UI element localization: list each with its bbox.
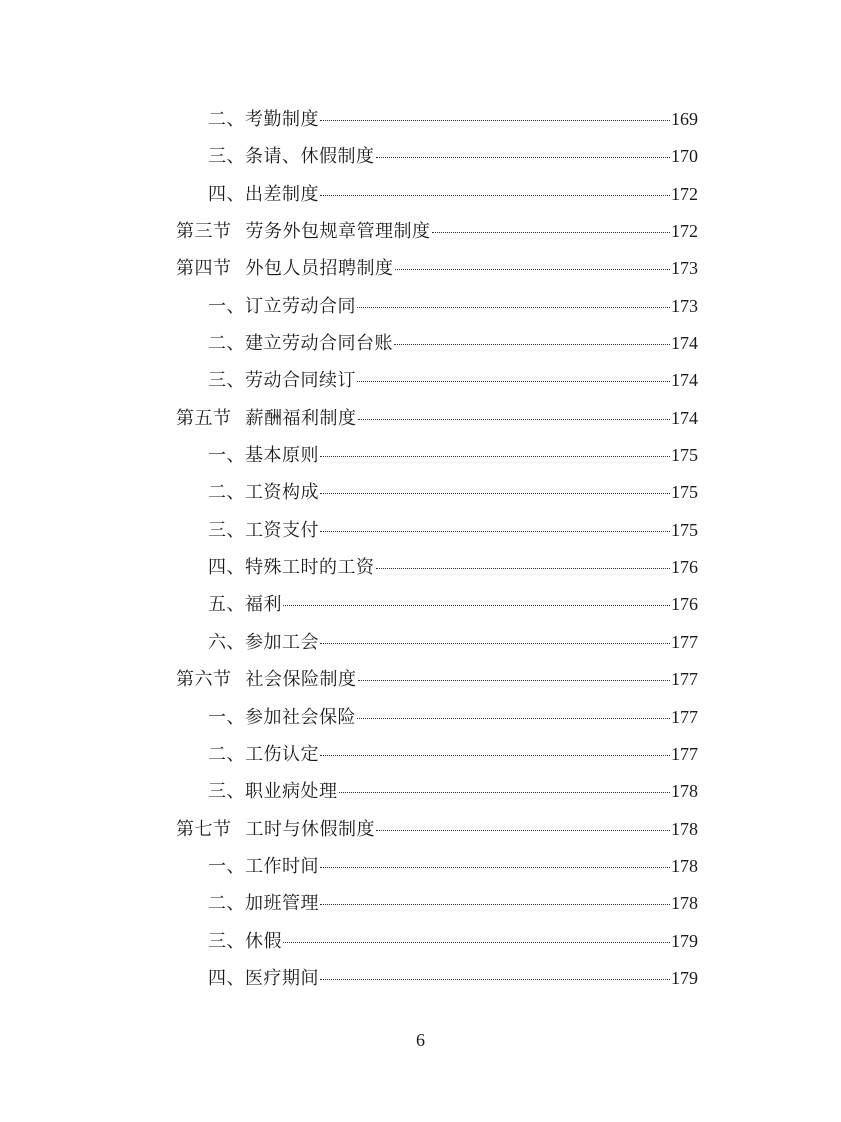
dot-leader <box>320 903 670 905</box>
dot-leader <box>320 530 670 532</box>
dot-leader <box>357 306 670 308</box>
toc-section-number: 第七节 <box>176 818 232 840</box>
toc-section-number: 第四节 <box>176 258 232 280</box>
toc-entry[interactable] <box>176 325 698 362</box>
dot-leader <box>320 492 670 494</box>
toc-section-title: 外包人员招聘制度 <box>245 258 394 280</box>
dot-leader <box>320 866 670 868</box>
toc-entry-page: 177 <box>671 631 698 652</box>
toc-entry-title: 二、建立劳动合同台账 <box>208 333 393 355</box>
dot-leader <box>320 119 670 121</box>
toc-entry-page: 177 <box>671 743 698 764</box>
toc-section-number: 第六节 <box>176 669 232 691</box>
toc-entry-title: 二、考勤制度 <box>208 109 319 130</box>
toc-section-number: 第三节 <box>176 221 232 243</box>
dot-leader <box>283 941 670 943</box>
toc-entry-title: 一、基本原则 <box>208 445 319 467</box>
toc-entry-title: 二、工资构成 <box>208 482 319 504</box>
toc-entry-page: 178 <box>671 818 698 839</box>
toc-section-number: 第五节 <box>176 407 232 429</box>
toc-entry[interactable] <box>176 736 698 773</box>
toc-entry[interactable] <box>176 474 698 511</box>
toc-entry[interactable] <box>176 176 698 213</box>
toc-entry[interactable] <box>176 288 698 325</box>
toc-entry-page: 176 <box>671 594 698 615</box>
toc-entry[interactable] <box>176 848 698 885</box>
toc-entry-page: 178 <box>671 893 698 914</box>
toc-entry-title: 一、参加社会保险 <box>208 706 356 728</box>
dot-leader <box>320 754 670 756</box>
toc-entry-page: 178 <box>671 855 698 876</box>
toc-section-entry[interactable] <box>176 811 698 848</box>
dot-leader <box>320 194 670 196</box>
toc-entry-title: 三、条请、休假制度 <box>208 146 375 168</box>
toc-entry-page: 177 <box>671 706 698 727</box>
toc-entry-title: 一、工作时间 <box>208 855 319 877</box>
toc-entry-title: 三、工资支付 <box>208 519 319 541</box>
toc-entry-page: 176 <box>671 557 698 578</box>
toc-entry[interactable] <box>176 138 698 175</box>
toc-section-title: 社会保险制度 <box>245 669 357 691</box>
dot-leader <box>432 231 671 233</box>
toc-entry-title: 四、特殊工时的工资 <box>208 557 375 579</box>
dot-leader <box>358 418 671 420</box>
toc-entry-page: 177 <box>671 669 698 690</box>
toc-entry[interactable] <box>176 512 698 549</box>
toc-entry-title: 二、加班管理 <box>208 893 319 915</box>
toc-entry-title: 一、订立劳动合同 <box>208 295 356 317</box>
toc-section-entry[interactable] <box>176 213 698 250</box>
toc-entry-title: 五、福利 <box>208 594 282 616</box>
dot-leader <box>376 567 671 569</box>
toc-section-title: 劳务外包规章管理制度 <box>245 221 431 243</box>
toc-entry[interactable] <box>176 773 698 810</box>
toc-entry-title: 三、职业病处理 <box>208 781 338 803</box>
toc-section-entry[interactable] <box>176 250 698 287</box>
toc-entry-page: 179 <box>671 967 698 988</box>
toc-entry[interactable] <box>176 549 698 586</box>
toc-entry-page: 170 <box>671 146 698 167</box>
toc-entry-page: 173 <box>671 295 698 316</box>
toc-entry-title: 四、出差制度 <box>208 183 319 205</box>
toc-entry-page: 178 <box>671 781 698 802</box>
toc-entry-title: 四、医疗期间 <box>208 967 319 989</box>
toc-entry-page: 169 <box>671 109 698 129</box>
toc-entry-page: 175 <box>671 519 698 540</box>
toc-section-title: 薪酬福利制度 <box>245 407 357 429</box>
toc-entry-page: 174 <box>671 370 698 391</box>
toc-entry-title: 六、参加工会 <box>208 631 319 653</box>
dot-leader <box>320 455 670 457</box>
toc-entry[interactable] <box>176 362 698 399</box>
toc-entry-title: 二、工伤认定 <box>208 743 319 765</box>
dot-leader <box>339 791 671 793</box>
toc-entry[interactable] <box>176 885 698 922</box>
dot-leader <box>376 156 671 158</box>
toc-entry[interactable] <box>176 699 698 736</box>
dot-leader <box>358 679 671 681</box>
dot-leader <box>395 268 671 270</box>
toc-entry-title: 三、劳动合同续订 <box>208 370 356 392</box>
toc-entry-page: 175 <box>671 482 698 503</box>
toc-entry[interactable] <box>176 923 698 960</box>
toc-section-title: 工时与休假制度 <box>245 818 375 840</box>
dot-leader <box>394 343 670 345</box>
toc-entry[interactable] <box>176 960 698 997</box>
toc-entry-page: 174 <box>671 407 698 428</box>
toc-entry-page: 172 <box>671 221 698 242</box>
toc-section-entry[interactable] <box>176 661 698 698</box>
toc-entry[interactable] <box>176 437 698 474</box>
toc-entry-title: 三、休假 <box>208 930 282 952</box>
toc-entry-page: 179 <box>671 930 698 951</box>
toc-entry[interactable] <box>176 101 698 138</box>
dot-leader <box>320 978 670 980</box>
toc-section-entry[interactable] <box>176 400 698 437</box>
toc-entry-page: 175 <box>671 445 698 466</box>
toc-entry-page: 173 <box>671 258 698 279</box>
toc-entry-page: 174 <box>671 333 698 354</box>
dot-leader <box>283 604 670 606</box>
dot-leader <box>357 380 670 382</box>
toc-entry[interactable] <box>176 624 698 661</box>
dot-leader <box>357 717 670 719</box>
dot-leader <box>376 829 670 831</box>
toc-entry[interactable] <box>176 586 698 623</box>
toc-entry-page: 172 <box>671 183 698 204</box>
dot-leader <box>320 642 670 644</box>
table-of-contents <box>176 101 698 997</box>
page-number: 6 <box>416 1030 425 1050</box>
